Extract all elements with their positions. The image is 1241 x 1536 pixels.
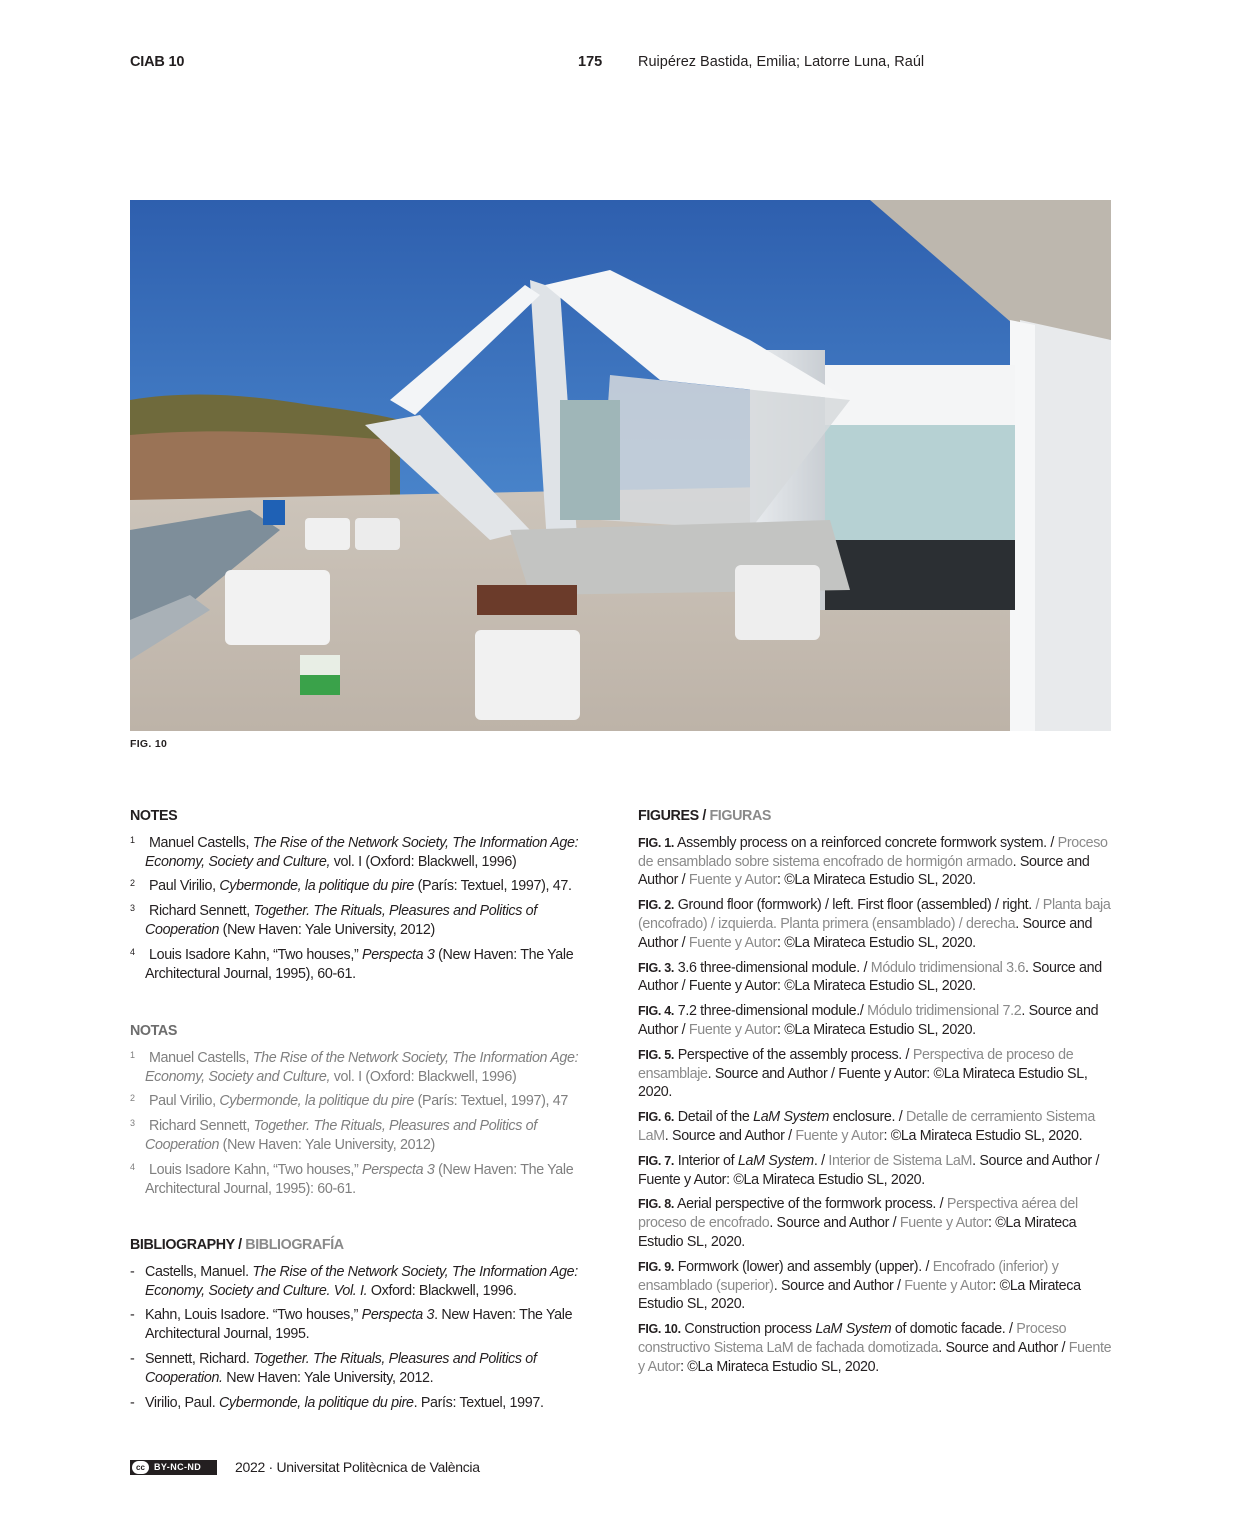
note-item <box>130 1049 605 1087</box>
caption-english: . / <box>813 1152 829 1169</box>
caption-english: Perspective of the assembly process. / <box>674 1046 913 1063</box>
bibliography-item <box>130 1306 605 1344</box>
bibliography-title-italic: Together. The Rituals, Pleasures and Politics of Cooperation. <box>145 1350 537 1386</box>
caption-spanish: Encofrado (inferior) y ensamblado (superior) <box>638 1258 1059 1294</box>
note-title-italic: The Rise of the Network Society, The Information Age: Economy, Society and Culture, <box>145 834 579 870</box>
caption-english: . Source and Author / <box>638 915 1093 951</box>
bibliography-list <box>130 1263 605 1413</box>
caption-english: . Source and Author / <box>769 1215 900 1232</box>
caption-english: of domotic facade. / <box>891 1321 1017 1338</box>
caption-spanish: Fuente y Autor <box>688 872 777 889</box>
figure-caption <box>638 1195 1113 1251</box>
figures-title-en: FIGURES / <box>638 808 706 824</box>
caption-english: Construction process <box>680 1321 816 1338</box>
page-number: 175 <box>578 54 603 70</box>
figure-number: FIG. 7. <box>638 1153 675 1168</box>
notas-section <box>130 1022 605 1204</box>
caption-english: enclosure. / <box>829 1109 907 1126</box>
caption-spanish: Proceso de ensamblado sobre sistema encofrado de hormigón armado <box>638 834 1108 870</box>
caption-english: : ©La Mirateca Estudio SL, 2020. <box>638 1277 1081 1313</box>
bibliography-title <box>130 1236 605 1255</box>
running-authors: Ruipérez Bastida, Emilia; Latorre Luna, Raúl <box>638 54 925 70</box>
note-text: Manuel Castells, The Rise of the Network Society, The Information Age: Economy, Society and Culture, vol. I (Oxford: Blackwell, 1996) <box>145 834 579 870</box>
caption-english: Aerial perspective of the formwork process. / <box>674 1196 947 1213</box>
caption-italic: LaM System <box>737 1152 814 1169</box>
figure-number: FIG. 5. <box>638 1047 675 1062</box>
figures-title-es: FIGURAS <box>705 808 772 824</box>
bibliography-title-italic: Cybermonde, la politique du pire <box>218 1394 414 1411</box>
note-text: Richard Sennett, Together. The Rituals, Pleasures and Politics of Cooperation (New Haven: Yale University, 2012) <box>145 903 537 938</box>
caption-english: : ©La Mirateca Estudio SL, 2020. <box>680 1358 879 1375</box>
note-number: 3 <box>130 903 135 914</box>
figures-section <box>638 807 1113 1383</box>
caption-spanish: Fuente y Autor <box>899 1215 988 1232</box>
bullet-dash: - <box>130 1350 135 1367</box>
note-number: 1 <box>130 1049 135 1060</box>
note-item <box>130 877 605 896</box>
figure-caption <box>638 1002 1113 1040</box>
bibliography-text: Castells, Manuel. The Rise of the Network Society, The Information Age: Economy, Society and Culture. Vol. I. Oxford: Blackwell, 1996. <box>145 1263 578 1299</box>
note-item <box>130 902 605 940</box>
caption-english: : ©La Mirateca Estudio SL, 2020. <box>776 872 976 889</box>
note-title-italic: The Rise of the Network Society, The Information Age: Economy, Society and Culture, <box>145 1049 579 1085</box>
caption-italic: LaM System <box>753 1109 830 1126</box>
bibliography-title-italic: The Rise of the Network Society, The Information Age: Economy, Society and Culture. Vol. I. <box>145 1263 578 1299</box>
creative-commons-icon: cc <box>132 1461 149 1474</box>
caption-english: 3.6 three-dimensional module. / <box>674 959 871 976</box>
bibliography-item <box>130 1394 605 1413</box>
note-title-italic: Perspecta 3 <box>362 1161 435 1178</box>
figure-number: FIG. 10. <box>638 1322 681 1337</box>
note-text: Paul Virilio, Cybermonde, la politique du pire (París: Textuel, 1997), 47 <box>149 1093 568 1110</box>
note-title-italic: Cybermonde, la politique du pire <box>219 878 414 895</box>
note-item <box>130 1117 605 1155</box>
bibliography-title-es: BIBLIOGRAFÍA <box>241 1237 344 1253</box>
caption-english: . Source and Author / Fuente y Autor: ©La Mirateca Estudio SL, 2020. <box>638 959 1102 995</box>
note-text: Manuel Castells, The Rise of the Network Society, The Information Age: Economy, Society and Culture, vol. I (Oxford: Blackwell, 1996) <box>145 1049 579 1085</box>
figure-caption <box>638 1152 1113 1190</box>
caption-spanish: Proceso constructivo Sistema LaM de fachada domotizada <box>638 1321 1067 1356</box>
figure-number: FIG. 4. <box>638 1004 675 1019</box>
caption-spanish: Módulo tridimensional 7.2 <box>867 1003 1022 1020</box>
note-title-italic: Together. The Rituals, Pleasures and Politics of Cooperation <box>145 903 537 938</box>
notes-title: NOTES <box>130 808 178 824</box>
caption-english: 7.2 three-dimensional module./ <box>674 1003 868 1020</box>
note-item <box>130 946 605 984</box>
bibliography-text: Virilio, Paul. Cybermonde, la politique du pire. París: Textuel, 1997. <box>145 1394 544 1411</box>
caption-spanish: Módulo tridimensional 3.6 <box>870 959 1025 976</box>
figure-caption <box>638 1108 1113 1146</box>
note-text: Louis Isadore Kahn, “Two houses,” Perspecta 3 (New Haven: The Yale Architectural Journal, 1995), 60-61. <box>145 946 574 982</box>
caption-english: . Source and Author / Fuente y Autor: ©La Mirateca Estudio SL, 2020. <box>638 1065 1088 1101</box>
caption-english: . Source and Author / Fuente y Autor: ©La Mirateca Estudio SL, 2020. <box>638 1152 1100 1188</box>
journal-title: CIAB 10 <box>130 54 185 70</box>
caption-spanish: Perspectiva aérea del proceso de encofrado <box>638 1196 1078 1232</box>
caption-english: : ©La Mirateca Estudio SL, 2020. <box>883 1127 1083 1144</box>
figure-number: FIG. 9. <box>638 1259 675 1274</box>
note-number: 4 <box>130 1161 135 1172</box>
caption-spanish: Fuente y Autor <box>688 934 777 951</box>
caption-english: Assembly process on a reinforced concrete formwork system. / <box>674 834 1058 851</box>
footer-publisher: 2022 · Universitat Politècnica de València <box>235 1459 480 1475</box>
note-text: Paul Virilio, Cybermonde, la politique du pire (París: Textuel, 1997), 47. <box>149 878 572 895</box>
bullet-dash: - <box>130 1263 135 1280</box>
caption-spanish: Fuente y Autor <box>795 1127 884 1144</box>
figure-caption <box>638 1046 1113 1102</box>
figure-caption <box>638 1258 1113 1314</box>
caption-english: Ground floor (formwork) / left. First floor (assembled) / right. <box>674 897 1036 914</box>
bibliography-title-en: BIBLIOGRAPHY / <box>130 1237 242 1253</box>
caption-spanish: Fuente y Autor <box>688 1021 777 1038</box>
caption-english: : ©La Mirateca Estudio SL, 2020. <box>776 1021 976 1038</box>
note-title-italic: Cybermonde, la politique du pire <box>219 1093 414 1110</box>
bullet-dash: - <box>130 1307 135 1324</box>
caption-english: : ©La Mirateca Estudio SL, 2020. <box>638 1215 1077 1250</box>
caption-english: . Source and Author / <box>664 1127 796 1144</box>
construction-site-image <box>130 200 1111 731</box>
caption-english: Detail of the <box>674 1109 754 1126</box>
note-title-italic: Perspecta 3 <box>362 946 435 963</box>
figure-captions-list <box>638 834 1113 1377</box>
note-title-italic: Together. The Rituals, Pleasures and Politics of Cooperation <box>145 1118 537 1153</box>
notes-section <box>130 807 605 989</box>
note-item <box>130 1161 605 1199</box>
bibliography-text: Sennett, Richard. Together. The Rituals, Pleasures and Politics of Cooperation. New Haven: Yale University, 2012. <box>145 1350 537 1386</box>
caption-spanish: Perspectiva de proceso de ensamblaje <box>638 1046 1074 1082</box>
figure-caption <box>638 834 1113 890</box>
caption-english: Formwork (lower) and assembly (upper). / <box>674 1258 933 1275</box>
note-number: 2 <box>130 878 135 889</box>
bibliography-item <box>130 1263 605 1301</box>
figure-caption <box>638 1320 1113 1376</box>
notes-list <box>130 834 605 984</box>
figure-number: FIG. 6. <box>638 1110 675 1125</box>
bibliography-text: Kahn, Louis Isadore. “Two houses,” Perspecta 3. New Haven: The Yale Architectural Journal, 1995. <box>145 1307 573 1343</box>
caption-spanish: Fuente y Autor <box>638 1339 1112 1375</box>
bibliography-item <box>130 1350 605 1388</box>
caption-english: . Source and Author / <box>638 1003 1099 1038</box>
caption-english: . Source and Author / <box>773 1277 905 1294</box>
caption-italic: LaM System <box>815 1321 892 1338</box>
license-label: BY-NC-ND <box>154 1462 202 1472</box>
figure-number: FIG. 3. <box>638 960 675 975</box>
caption-spanish: / Planta baja (encofrado) / izquierda. Planta primera (ensamblado) / derecha <box>638 897 1111 932</box>
note-number: 3 <box>130 1118 135 1129</box>
figure-caption <box>638 896 1113 952</box>
note-number: 1 <box>130 834 135 845</box>
notas-list <box>130 1049 605 1199</box>
figures-title <box>638 807 1113 826</box>
caption-english: : ©La Mirateca Estudio SL, 2020. <box>776 934 976 951</box>
note-text: Richard Sennett, Together. The Rituals, Pleasures and Politics of Cooperation (New Haven: Yale University, 2012) <box>145 1118 537 1153</box>
caption-spanish: Interior de Sistema LaM <box>828 1152 973 1169</box>
page-footer <box>130 1459 480 1475</box>
bullet-dash: - <box>130 1394 135 1411</box>
figure-number: FIG. 2. <box>638 898 675 913</box>
caption-english: . Source and Author / <box>938 1339 1069 1356</box>
note-text: Louis Isadore Kahn, “Two houses,” Perspecta 3 (New Haven: The Yale Architectural Journal, 1995): 60-61. <box>145 1161 574 1197</box>
figure-label: FIG. 10 <box>130 738 168 750</box>
figure-caption <box>638 959 1113 997</box>
note-item <box>130 834 605 872</box>
figure-number: FIG. 8. <box>638 1197 675 1212</box>
caption-spanish: Fuente y Autor <box>904 1277 993 1294</box>
note-number: 2 <box>130 1093 135 1104</box>
note-number: 4 <box>130 946 135 957</box>
caption-spanish: Detalle de cerramiento Sistema LaM <box>638 1109 1095 1144</box>
caption-english: Interior of <box>674 1152 738 1169</box>
caption-english: . Source and Author / <box>638 853 1090 889</box>
bibliography-title-italic: Perspecta 3 <box>361 1307 435 1324</box>
note-item <box>130 1092 605 1111</box>
figure-number: FIG. 1. <box>638 835 675 850</box>
figure-10-photo <box>130 200 1111 731</box>
notas-title: NOTAS <box>130 1023 177 1039</box>
cc-license-badge[interactable] <box>130 1460 217 1475</box>
bibliography-section <box>130 1236 605 1418</box>
